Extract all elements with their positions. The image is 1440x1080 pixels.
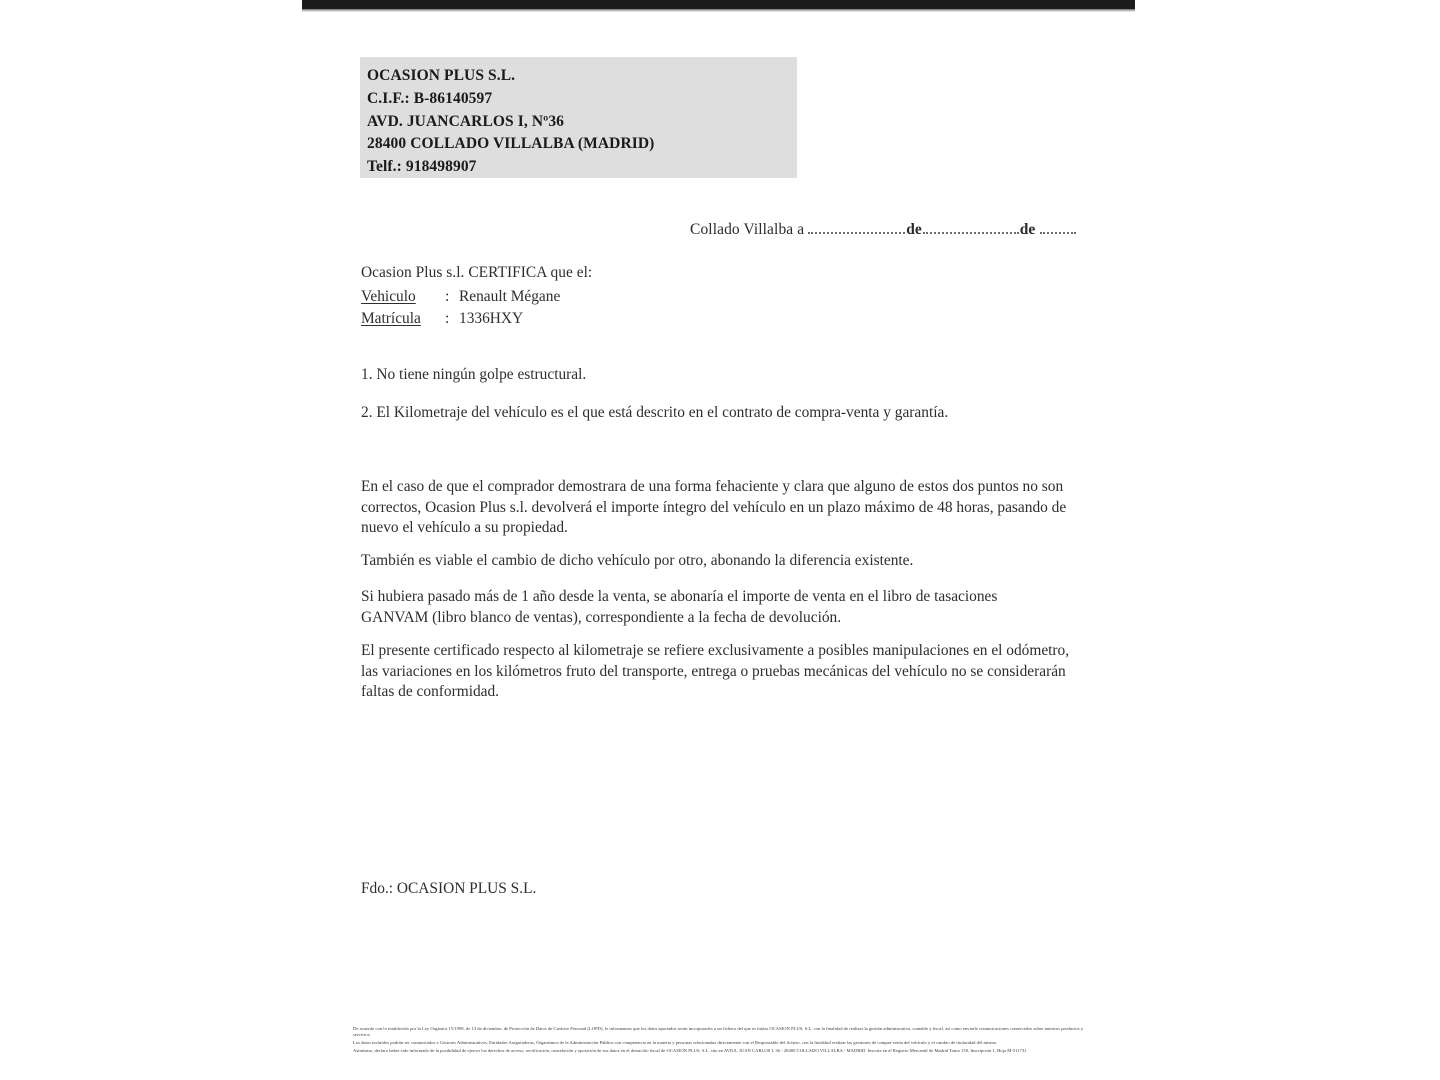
clause-no-structural-damage: 1. No tiene ningún golpe estructural.: [361, 366, 587, 383]
paragraph-ganvam: Si hubiera pasado más de 1 año desde la venta, se abonaría el importe de venta en el libro de tasaciones GANVAM (libro blanco de ventas), correspondiente a la fecha de devolución.: [361, 588, 998, 626]
clause-mileage: 2. El Kilometraje del vehículo es el que está descrito en el contrato de compra-venta y garantía.: [361, 404, 949, 421]
letterhead-street: AVD. JUANCARLOS I, Nº36: [367, 112, 565, 130]
letterhead-city: 28400 COLLADO VILLALBA (MADRID): [367, 135, 655, 153]
fine-print-paragraph-rights: Asimismo, declaro haber sido informado de la posibilidad de ejercer los derechos de acceso, rectificación, cancelación y oposición de sus datos en el domicilio fiscal de OCASION PLUS, S.L. sito en AVDA. JUAN CARLOS I, 36 - 28400 COLLADO VILLALBA - MADRID. Inscrita en el Registro Mercantil de Madrid Tomo 150, Inscripción 1, Hoja M-511731: [353, 1048, 1027, 1054]
fine-print-paragraph-disclosure: Los datos incluidos podrán ser comunicados a Gestores Administrativos, Entidades Aseguradoras, Organismos de la Administración Pública con competencia en la materia y personas relacionadas directamente con el Responsable del fichero, con la finalidad realizar las gestiones de compra-venta del vehículo y el cambio de titularidad del mismo.: [353, 1040, 998, 1046]
date-day-blank[interactable]: [808, 232, 905, 234]
letterhead-block: [360, 57, 797, 178]
vehicle-separator: :: [445, 288, 450, 305]
date-de-2: de: [1019, 221, 1036, 238]
paragraph-refund: En el caso de que el comprador demostrara de una forma fehaciente y clara que alguno de estos dos puntos no son correctos, Ocasion Plus s.l. devolverá el importe íntegro del vehículo en un plazo máximo de 48 horas, pasando de nuevo el vehículo a su propiedad.: [361, 478, 1067, 536]
fine-print-block: [353, 1026, 1083, 1056]
date-line: [690, 221, 1076, 239]
letterhead-company-name: OCASION PLUS S.L.: [367, 67, 516, 84]
signature-label: Fdo.: OCASION PLUS S.L.: [361, 880, 537, 897]
document-page: [0, 12, 1440, 1080]
date-year-blank[interactable]: [1040, 232, 1076, 234]
date-de-1: de: [906, 221, 922, 238]
date-place-label: Collado Villalba a: [690, 221, 805, 238]
vehicle-details-block: [361, 286, 560, 330]
letterhead-cif: C.I.F.: B-86140597: [367, 89, 493, 107]
vehicle-label: Vehiculo: [361, 288, 416, 305]
scan-edge-bar: [302, 0, 1135, 9]
vehicle-value: Renault Mégane: [459, 288, 561, 305]
plate-value: 1336HXY: [459, 310, 524, 327]
paragraph-odometer: El presente certificado respecto al kilometraje se refiere exclusivamente a posibles manipulaciones en el odómetro, las variaciones en los kilómetros fruto del transporte, entrega o pruebas mecánicas del vehículo no se considerarán faltas de conformidad.: [361, 642, 1070, 700]
plate-row: [361, 308, 560, 330]
fine-print-paragraph-lopd: De acuerdo con lo establecido por la Ley Orgánica 15/1999, de 13 de diciembre, de Protección de Datos de Carácter Personal (LOPD), le informamos que los datos aportados serán incorporados a un fichero del que es titular OCASION PLUS, S.L. con la finalidad de realizar la gestión administrativa, contable y fiscal, así como enviarle comunicaciones comerciales sobre nuestros productos y servicios.: [353, 1026, 1084, 1038]
letterhead-phone: Telf.: 918498907: [367, 158, 477, 176]
certifica-intro: Ocasion Plus s.l. CERTIFICA que el:: [361, 264, 593, 281]
date-month-blank[interactable]: [923, 232, 1019, 234]
plate-separator: :: [445, 310, 450, 327]
vehicle-row: [361, 286, 560, 308]
plate-label: Matrícula: [361, 310, 421, 327]
paragraph-exchange: También es viable el cambio de dicho vehículo por otro, abonando la diferencia existente.: [361, 552, 914, 569]
